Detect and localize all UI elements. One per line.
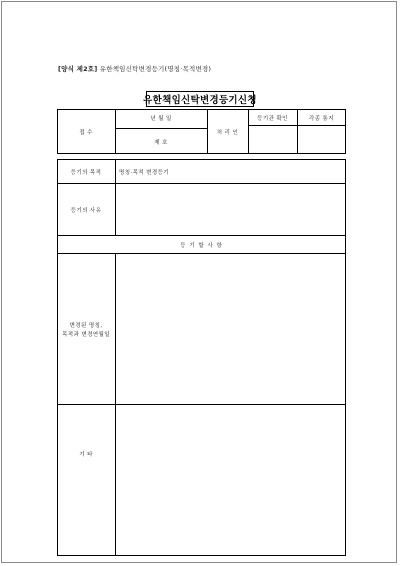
- divider: [57, 235, 346, 236]
- receipt-number-label: 제 호: [154, 140, 168, 146]
- cause-label: 등기의 사유: [70, 208, 102, 214]
- divider: [57, 183, 346, 184]
- form-subtitle: 유한책임신탁변경등기(명칭·목적변경): [99, 65, 212, 73]
- receipt-date-label: 년 월 일: [150, 116, 172, 122]
- form-header: [58, 64, 211, 73]
- changed-label-line1: 변경된 명칭,: [69, 323, 103, 329]
- form-title: 유한책임신탁변경등기신청: [146, 91, 254, 107]
- other-label: 기 타: [79, 452, 93, 458]
- processor-label: 처 리 인: [216, 130, 239, 136]
- divider: [57, 253, 346, 254]
- divider: [115, 128, 207, 129]
- registrar-check-label: 등기관 확인: [257, 116, 288, 122]
- receipt-label: 접 수: [79, 130, 93, 136]
- divider: [248, 125, 346, 126]
- divider: [115, 159, 116, 235]
- notices-label: 각종 통지: [308, 116, 334, 122]
- changed-label-line2: 목적과 변경연월일: [62, 332, 110, 338]
- main-table: [57, 159, 346, 556]
- form-number: [양식 제2호]: [58, 65, 98, 73]
- purpose-label: 등기의 목적: [70, 170, 102, 176]
- purpose-value: 명칭·목적 변경등기: [119, 170, 170, 176]
- divider: [57, 404, 346, 405]
- matters-header: 등 기 할 사 항: [180, 243, 223, 249]
